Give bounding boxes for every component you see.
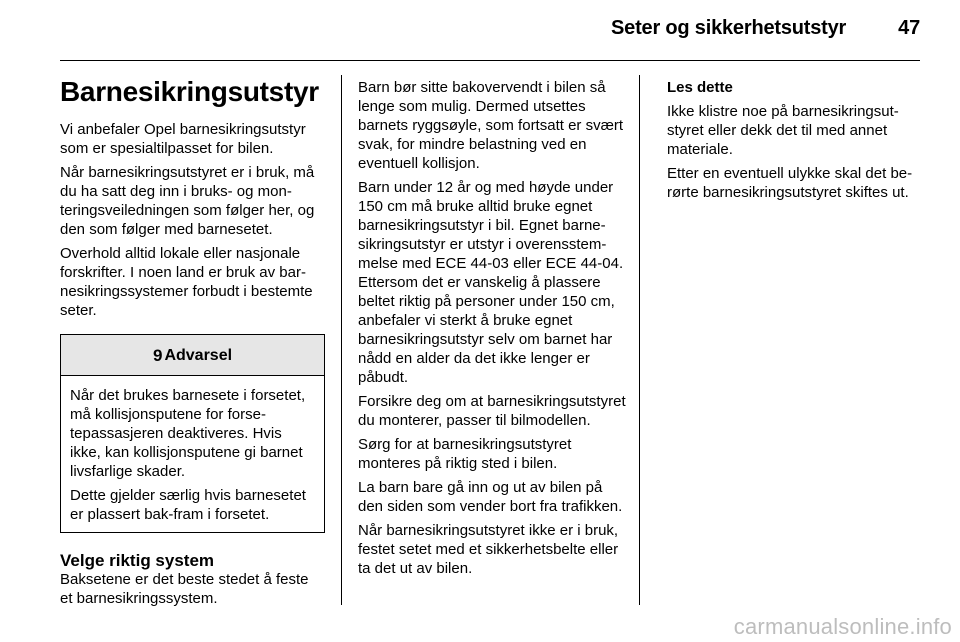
warning-body	[61, 376, 324, 532]
watermark: carmanualsonline.info	[733, 614, 952, 639]
warning-paragraph: Når det brukes barnesete i forsetet, må kollisjonsputene for forsetepassasjeren deaktiveres. Hvis ikke, kan kollisjonsputene gi barnet livsfarlige skader.	[70, 387, 306, 480]
paragraph: Vi anbefaler Opel barnesikringsutstyr som er spesialtilpasset for bilen.	[60, 121, 306, 157]
warning-header	[61, 335, 324, 376]
page-header	[611, 17, 920, 40]
warning-title: Advarsel	[164, 346, 233, 364]
paragraph: Når barnesikringsutstyret er i bruk, må du ha satt deg inn i bruks- og monteringsveiledningen som følger her, og den som følger med barnesetet.	[60, 164, 315, 238]
paragraph: La barn bare gå inn og ut av bilen på den siden som vender bort fra trafikken.	[358, 479, 623, 515]
header-rule	[60, 60, 920, 61]
column-divider-2	[639, 75, 640, 605]
paragraph: Sørg for at barnesikringsutstyret monteres på riktig sted i bilen.	[358, 436, 572, 472]
warning-paragraph: Dette gjelder særlig hvis barnesetet er plassert bak-fram i forsetet.	[70, 487, 306, 523]
paragraph: Barn under 12 år og med høyde under 150 cm må bruke alltid bruke egnet barnesikringsutstyr i bil. Egnet barnesikringsutstyr er utstyr i overensstemmelse med ECE 44-03 eller ECE 44-04. Ettersom det er vanskelig å plassere beltet riktig på personer under 150 cm, anbefaler vi sterkt å bruke egnet barnesikringsutstyr selv om barnet har nådd en alder da det ikke lenger er påbudt.	[358, 179, 624, 386]
page-number: 47	[898, 17, 920, 39]
column-3	[667, 78, 927, 207]
note-paragraph: Etter en eventuell ulykke skal det berørte barnesikringsutstyret skiftes ut.	[667, 165, 913, 201]
chapter-title: Seter og sikkerhetsutstyr	[611, 17, 847, 39]
column-1	[60, 62, 325, 613]
warning-icon: 9	[152, 345, 163, 365]
paragraph: Når barnesikringsutstyret ikke er i bruk, festet setet med et sikkerhetsbelte eller ta det ut av bilen.	[358, 522, 619, 577]
paragraph: Baksetene er det beste stedet å feste et barnesikringssystem.	[60, 571, 309, 607]
note-paragraph: Ikke klistre noe på barnesikringsutstyret eller dekk det til med annet materiale.	[667, 103, 899, 158]
subsection-title: Velge riktig system	[60, 551, 215, 570]
warning-box	[60, 334, 325, 533]
paragraph: Forsikre deg om at barnesikringsutstyret du monterer, passer til bilmodellen.	[358, 393, 626, 429]
paragraph: Overhold alltid lokale eller nasjonale forskrifter. I noen land er bruk av barnesikringssystemer forbudt i bestemte seter.	[60, 245, 313, 319]
note-title: Les dette	[667, 79, 733, 96]
paragraph: Barn bør sitte bakovervendt i bilen så lenge som mulig. Dermed utsettes barnets ryggsøyle, som fortsatt er svært svak, for mindre belastning ved en eventuell kollisjon.	[358, 79, 624, 172]
section-title: Barnesikringsutstyr	[60, 76, 319, 107]
column-2	[358, 78, 626, 583]
column-divider-1	[341, 75, 342, 605]
